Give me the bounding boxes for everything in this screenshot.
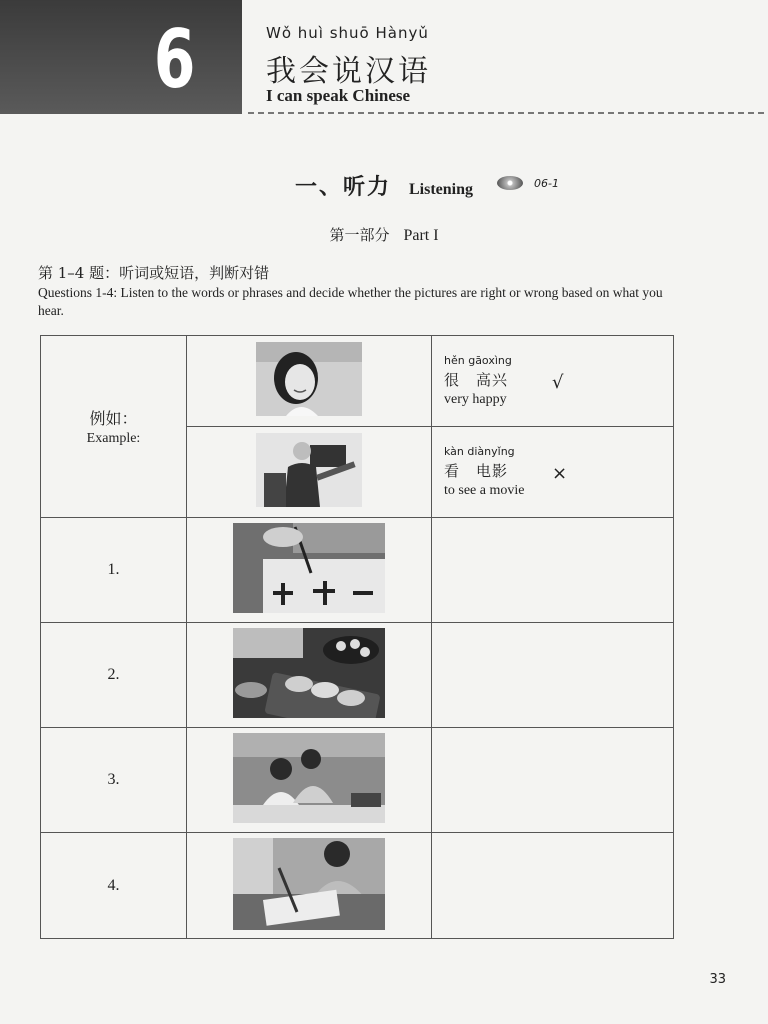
example-picture-cell [187, 427, 432, 518]
answer-cell-3[interactable] [432, 728, 674, 833]
exercise-table [40, 335, 674, 939]
example-answer-cell-2 [432, 427, 674, 518]
page-number: 33 [709, 972, 726, 987]
question-picture-cell [187, 728, 432, 833]
question-picture-cell [187, 623, 432, 728]
part-title-english: Part I [403, 227, 439, 244]
photo-calligraphy [233, 523, 385, 613]
lesson-title-chinese: 我会说汉语 [266, 54, 431, 89]
answer-cell-1[interactable] [432, 518, 674, 623]
instructions-chinese: 第 1–4 题：听词或短语，判断对错 [38, 264, 270, 282]
question-number-4: 4. [107, 876, 120, 894]
photo-happy-girl [256, 342, 362, 416]
lesson-header-band [0, 0, 242, 114]
photo-couple-cooking [233, 733, 385, 823]
question-picture-cell [187, 518, 432, 623]
answer-cell-4[interactable] [432, 833, 674, 939]
section-title-english: Listening [409, 181, 474, 198]
question-picture-cell [187, 833, 432, 939]
example-label-cell [41, 336, 187, 518]
audio-track-label: 06-1 [534, 177, 559, 190]
example-1-pinyin: hěn gāoxìng [444, 354, 512, 367]
answer-cell-2[interactable] [432, 623, 674, 728]
question-number-3: 3. [107, 771, 120, 788]
lesson-title-pinyin: Wǒ huì shuō Hànyǔ [266, 24, 429, 42]
example-label-chinese: 例如： [89, 409, 138, 428]
question-number-1: 1. [107, 561, 120, 578]
example-picture-cell [187, 336, 432, 427]
photo-sushi [233, 628, 385, 718]
example-1-english: very happy [444, 392, 507, 407]
question-number-cell [41, 833, 187, 939]
check-mark-icon: √ [552, 372, 564, 393]
section-heading [0, 170, 768, 201]
example-2-chinese: 看 电影 [444, 462, 509, 480]
question-number-cell [41, 518, 187, 623]
question-number-2: 2. [107, 666, 120, 683]
cross-mark-icon: × [552, 463, 568, 484]
header-divider [248, 112, 764, 114]
photo-boy-drawing [233, 838, 385, 930]
audio-cd-icon[interactable] [497, 176, 523, 190]
question-number-cell [41, 623, 187, 728]
question-number-cell [41, 728, 187, 833]
instructions-english: Questions 1-4: Listen to the words or phrases and decide whether the pictures are right or wrong based on what you hear. [38, 285, 663, 318]
section-title-chinese: 一、听力 [294, 174, 391, 200]
lesson-number: 6 [153, 13, 196, 106]
part-title-chinese: 第一部分 [329, 226, 390, 244]
example-2-pinyin: kàn diànyǐng [444, 445, 515, 458]
part-heading [0, 224, 768, 245]
photo-man-with-laptop [256, 433, 362, 507]
example-label-english: Example: [86, 431, 141, 446]
example-answer-cell-1 [432, 336, 674, 427]
example-1-chinese: 很 高兴 [444, 371, 509, 389]
lesson-title-english: I can speak Chinese [266, 86, 411, 105]
example-2-english: to see a movie [444, 483, 525, 498]
